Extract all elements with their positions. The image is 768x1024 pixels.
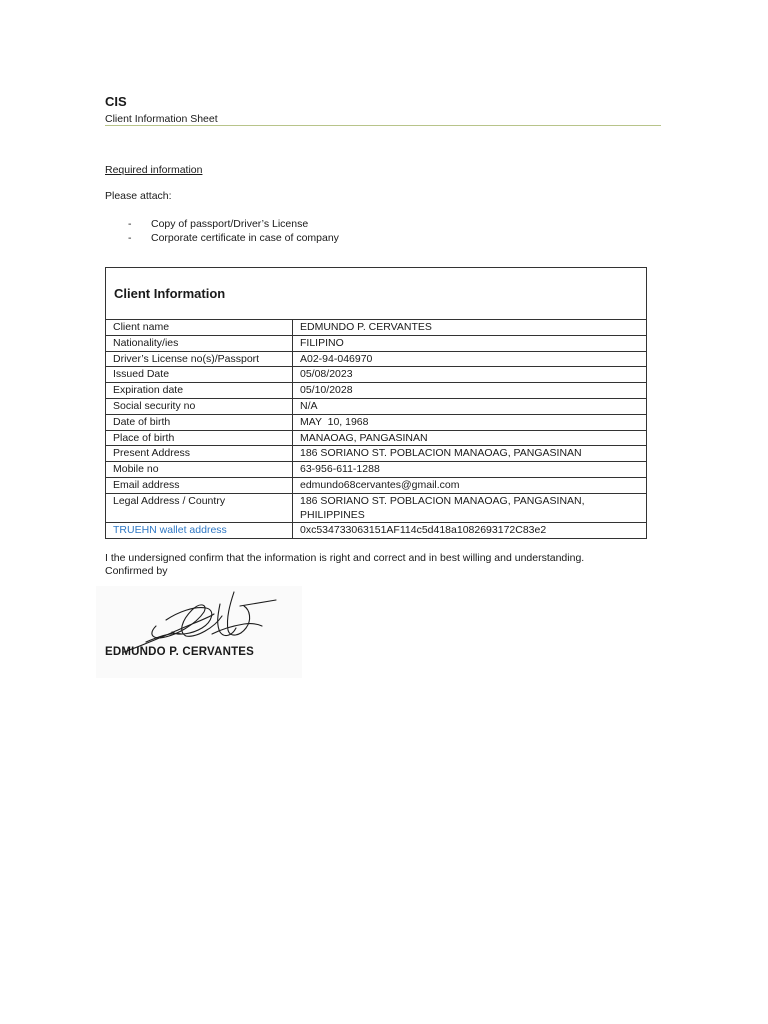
row-value: MANAOAG, PANGASINAN [293,430,647,446]
table-row [106,367,647,383]
confirmation-statement [105,552,705,578]
row-label: Legal Address / Country [106,493,293,522]
required-info-heading: Required information [105,164,203,176]
table-row [106,477,647,493]
row-label: Driver’s License no(s)/Passport [106,351,293,367]
row-label: Date of birth [106,414,293,430]
row-label: Social security no [106,398,293,414]
row-label: Email address [106,477,293,493]
bullet-dash: - [128,232,132,244]
document-title: CIS [105,94,127,109]
row-label: Place of birth [106,430,293,446]
table-row [106,398,647,414]
row-value: FILIPINO [293,335,647,351]
attach-label: Please attach: [105,190,172,202]
table-header-row [106,268,647,320]
confirmation-line: Confirmed by [105,565,168,577]
client-info-table [105,267,647,539]
table-row [106,446,647,462]
wallet-address-value: 0xc534733063151AF114c5d418a1082693172C83e2 [293,522,647,538]
attachment-item-passport: Copy of passport/Driver’s License [151,218,309,230]
table-title: Client Information [106,268,647,320]
row-value: A02-94-046970 [293,351,647,367]
table-row [106,351,647,367]
list-item [105,217,339,231]
row-label: Issued Date [106,367,293,383]
row-label: Nationality/ies [106,335,293,351]
table-row [106,430,647,446]
table-row [106,320,647,336]
row-value-line: 186 SORIANO ST. POBLACION MANAOAG, PANGASINAN, [300,494,585,507]
table-row [106,462,647,478]
table-row [106,383,647,399]
list-item [105,231,339,245]
wallet-address-label: TRUEHN wallet address [106,522,293,538]
table-row [106,522,647,538]
confirmation-line: I the undersigned confirm that the information is right and correct and in best willing and understanding. [105,552,585,564]
signature-area [96,586,302,678]
row-value: MAY 10, 1968 [293,414,647,430]
header-divider [105,125,661,126]
row-label: Client name [106,320,293,336]
row-value: 05/10/2028 [293,383,647,399]
row-value-line: PHILIPPINES [300,508,365,521]
row-value: EDMUNDO P. CERVANTES [293,320,647,336]
document-subtitle: Client Information Sheet [105,113,218,125]
bullet-dash: - [128,218,132,230]
attachment-list [105,217,339,245]
row-value: edmundo68cervantes@gmail.com [293,477,647,493]
row-value: 186 SORIANO ST. POBLACION MANAOAG, PANGASINAN [293,446,647,462]
row-value-multiline [293,493,647,522]
table-row [106,414,647,430]
row-label: Present Address [106,446,293,462]
attachment-item-certificate: Corporate certificate in case of company [151,232,339,244]
row-value: N/A [293,398,647,414]
row-value: 63-956-611-1288 [293,462,647,478]
row-value: 05/08/2023 [293,367,647,383]
signer-name: EDMUNDO P. CERVANTES [105,646,255,658]
table-row [106,493,647,522]
table-row [106,335,647,351]
row-label: Expiration date [106,383,293,399]
row-label: Mobile no [106,462,293,478]
